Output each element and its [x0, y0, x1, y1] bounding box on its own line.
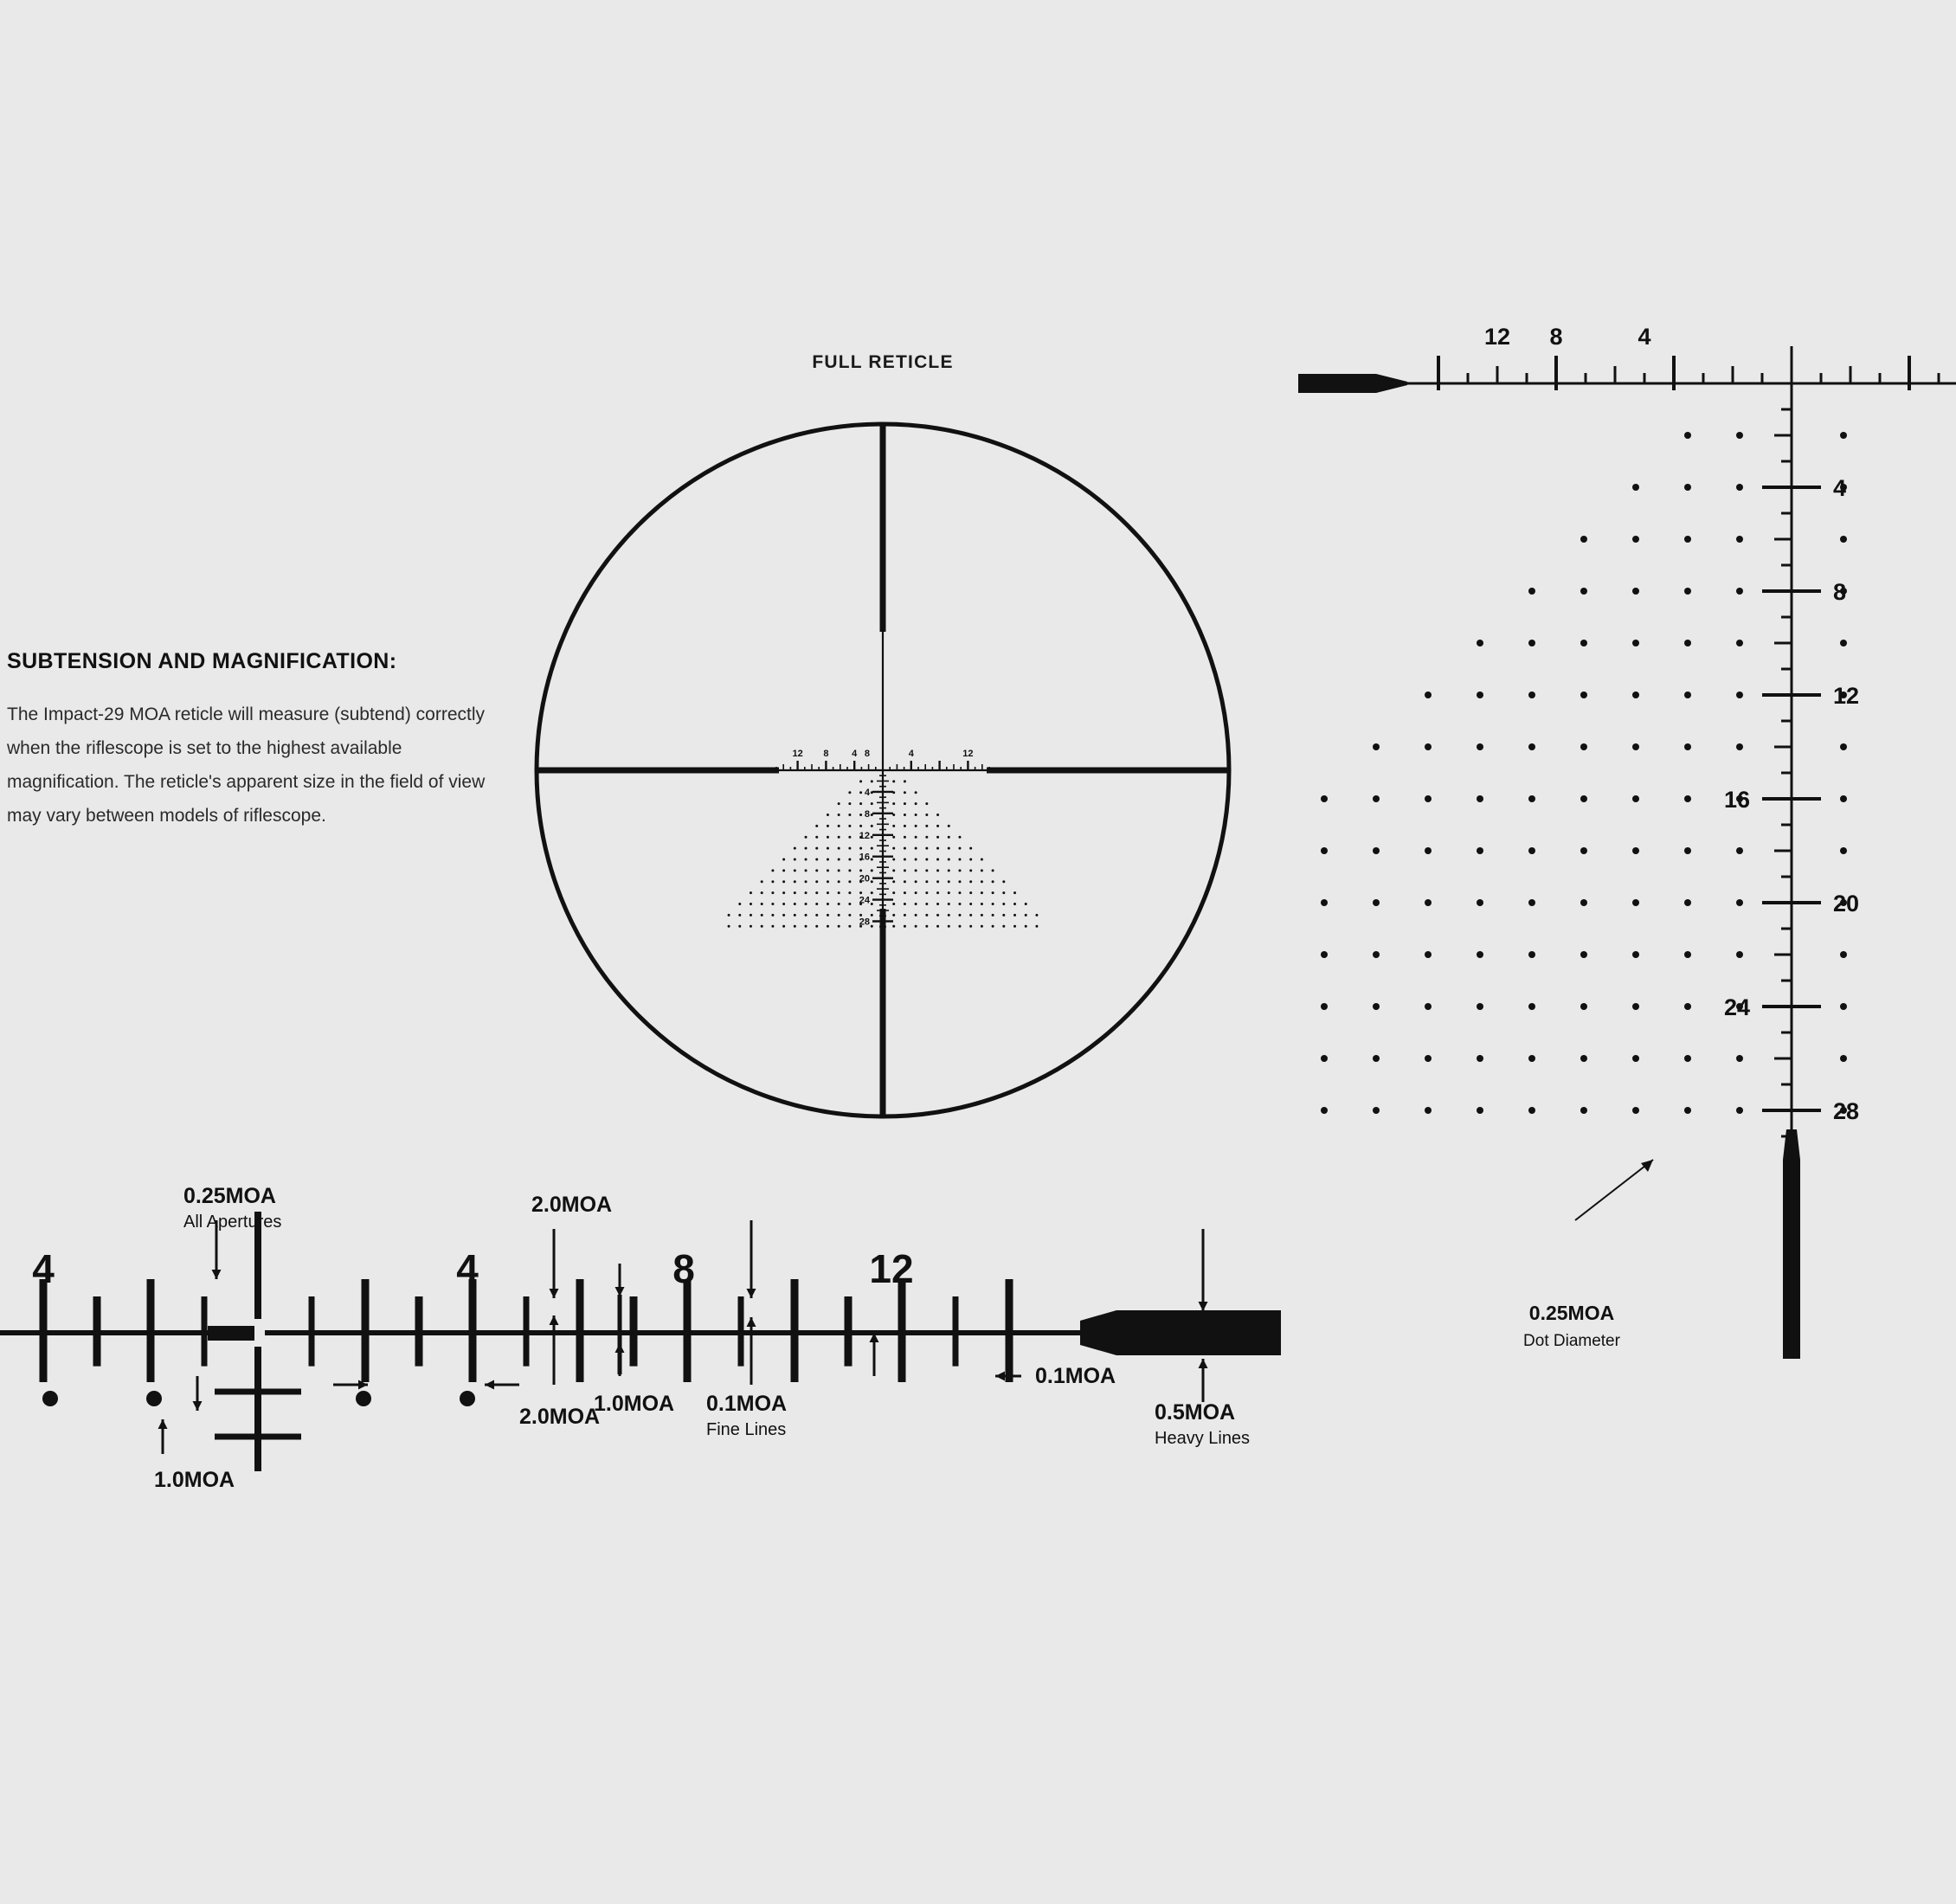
reticle-h-number: 8 — [823, 749, 829, 759]
reticle-h-number: 12 — [792, 749, 803, 759]
bottom-left-detail-figure — [0, 1125, 1316, 1610]
reticle-center-axes — [779, 426, 987, 935]
bl-callout-value: 2.0MOA — [531, 1193, 613, 1217]
bl-arrowhead — [1199, 1302, 1208, 1311]
bl-callout-value: 1.0MOA — [154, 1468, 235, 1492]
tr-v-number: 24 — [1723, 994, 1750, 1020]
bl-dot — [146, 1391, 162, 1406]
tr-h-number: 8 — [1549, 324, 1563, 350]
tr-v-number: 12 — [1833, 683, 1860, 709]
subtension-block — [7, 649, 492, 833]
reticle-v-number: 4 — [864, 787, 870, 798]
tr-v-number: 4 — [1833, 475, 1847, 501]
bl-arrowhead — [995, 1372, 1005, 1381]
bl-arrowhead — [158, 1419, 168, 1429]
bl-arrowhead — [550, 1289, 559, 1298]
bl-callout-value: 1.0MOA — [594, 1392, 675, 1416]
bl-arrowhead — [747, 1317, 756, 1327]
bl-callout-value: 0.1MOA — [1035, 1364, 1116, 1388]
tr-vertical-post — [1783, 1129, 1800, 1359]
tr-horizontal-tick-group — [1438, 356, 1939, 390]
bl-arrowhead — [615, 1287, 625, 1296]
subtension-body: The Impact-29 MOA reticle will measure (subtend) correctly when the riflescope is set to the highest available magnification. The reticle's apparent size in the field of view may vary between models of riflescope. — [7, 704, 486, 826]
reticle-v-number: 24 — [859, 895, 870, 906]
reticle-v-number: 8 — [864, 808, 870, 820]
tr-dot-callout-leader — [1575, 1160, 1653, 1220]
bl-callout-value: 2.0MOA — [519, 1405, 601, 1429]
tr-h-number: 12 — [1483, 324, 1511, 350]
bl-arrowhead — [1199, 1359, 1208, 1368]
bl-dot — [460, 1391, 475, 1406]
subtension-title: SUBTENSION AND MAGNIFICATION: — [7, 649, 397, 673]
bl-callout-sub: Fine Lines — [706, 1420, 787, 1439]
bl-dot — [42, 1391, 58, 1406]
bl-arrowhead — [212, 1270, 222, 1279]
full-reticle-figure — [519, 372, 1385, 1238]
bl-arrowhead — [615, 1343, 625, 1353]
reticle-v-number: 12 — [859, 830, 870, 841]
tr-v-number: 16 — [1723, 787, 1750, 813]
bl-arrowhead — [193, 1401, 203, 1411]
tr-v-number: 28 — [1833, 1098, 1860, 1124]
bl-callout-sub: Heavy Lines — [1155, 1429, 1251, 1448]
reticle-v-number: 28 — [859, 917, 870, 928]
tr-h-number: 4 — [1638, 324, 1651, 350]
top-right-detail-figure — [1298, 324, 1956, 1558]
dot-diameter-value: 0.25MOA — [1528, 1302, 1615, 1324]
bl-callout-value: 0.5MOA — [1155, 1400, 1236, 1425]
tr-dot-field — [1321, 432, 1847, 1114]
bl-callout-sub: All Apertures — [183, 1213, 282, 1232]
reticle-h-number: 8 — [864, 749, 871, 759]
bl-axis-number: 12 — [869, 1246, 914, 1291]
bl-axis-number: 4 — [32, 1246, 55, 1291]
bl-axis-number: 4 — [456, 1246, 479, 1291]
reticle-v-number: 16 — [859, 852, 870, 863]
bl-callout-value: 0.1MOA — [706, 1392, 788, 1416]
dot-diameter-sub: Dot Diameter — [1523, 1332, 1620, 1350]
bl-axis-number: 8 — [672, 1246, 695, 1291]
bl-right-post — [1080, 1310, 1281, 1355]
reticle-h-number: 4 — [852, 749, 858, 759]
reticle-h-number: 12 — [962, 749, 974, 759]
bl-dot — [356, 1391, 371, 1406]
bl-arrowhead — [550, 1315, 559, 1325]
full-reticle-title-text: FULL RETICLE — [812, 352, 954, 372]
tr-horizontal-post — [1298, 374, 1407, 393]
bl-arrowhead — [747, 1289, 756, 1298]
reticle-v-number: 20 — [859, 873, 870, 884]
bl-callout-value: 0.25MOA — [183, 1184, 276, 1208]
bl-arrowhead — [485, 1380, 494, 1390]
bl-center-aperture — [208, 1212, 301, 1471]
reticle-h-number: 4 — [908, 749, 914, 759]
tr-v-number: 20 — [1833, 891, 1860, 917]
tr-v-number: 8 — [1833, 579, 1847, 605]
